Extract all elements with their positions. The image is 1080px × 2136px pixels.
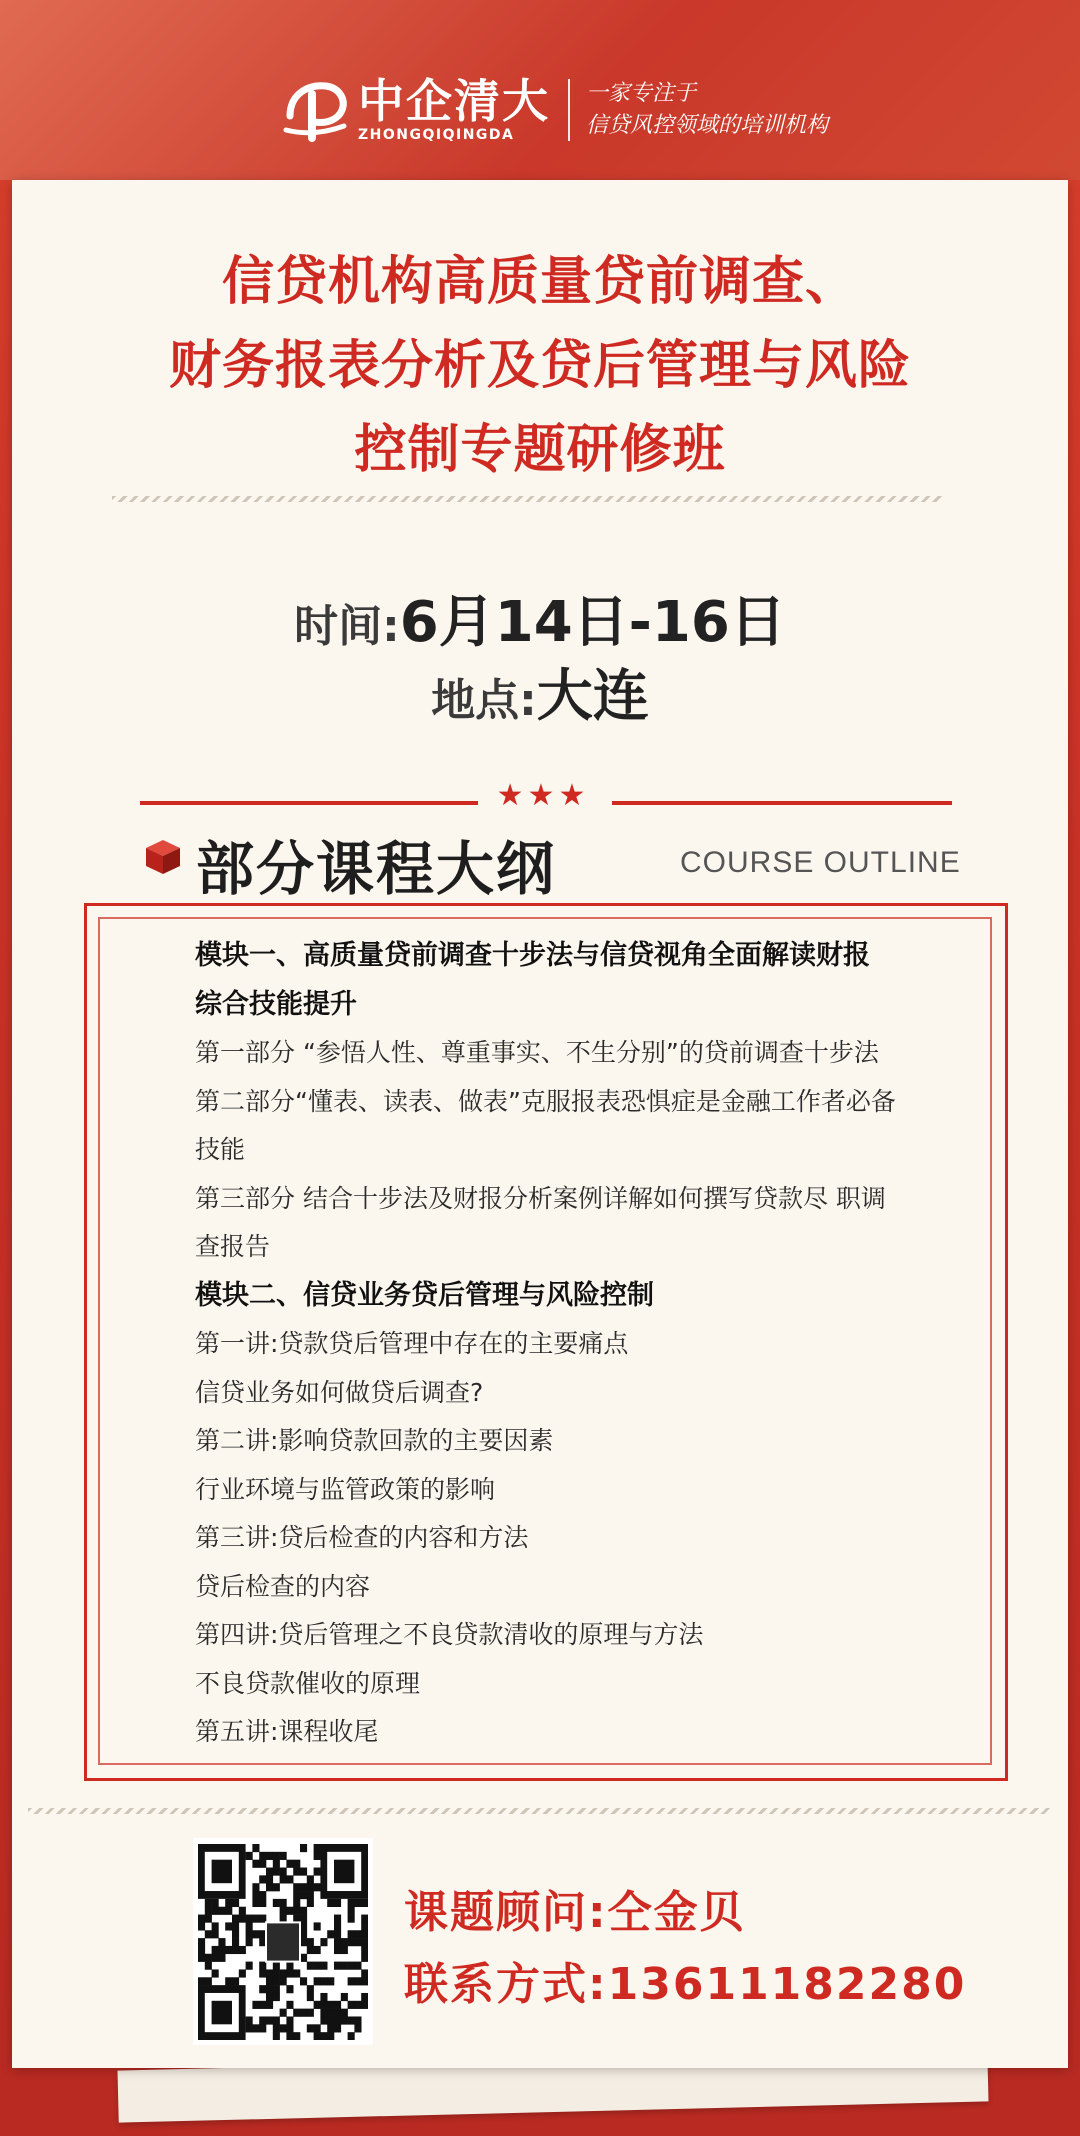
qr-module <box>334 1915 341 1923</box>
qr-module <box>266 1977 273 1985</box>
qr-module <box>361 2001 368 2009</box>
qr-module <box>320 2001 327 2009</box>
qr-module <box>300 1868 307 1876</box>
qr-module <box>259 1860 266 1868</box>
qr-module <box>314 1868 321 1876</box>
outline-item: 第二讲:影响贷款回款的主要因素 <box>195 1426 554 1455</box>
qr-module <box>348 1930 355 1938</box>
qr-module <box>259 2016 266 2024</box>
title-divider <box>112 496 942 502</box>
advisor-line <box>404 1876 746 1940</box>
qr-module <box>273 2032 280 2040</box>
qr-finder <box>212 1860 232 1884</box>
qr-module <box>212 1922 219 1930</box>
qr-module <box>293 1899 300 1907</box>
qr-module <box>218 1938 225 1946</box>
qr-module <box>280 1852 287 1860</box>
qr-module <box>246 1915 253 1923</box>
qr-module <box>327 2024 334 2032</box>
qr-module <box>218 1907 225 1915</box>
qr-module <box>273 1993 280 2001</box>
qr-module <box>259 1985 266 1993</box>
qr-module <box>246 1852 253 1860</box>
tagline-line-1: 一家专注于 <box>586 81 697 106</box>
time-value: 6月14日-16日 <box>399 590 786 655</box>
qr-module <box>361 1938 368 1946</box>
qr-module <box>320 1977 327 1985</box>
qr-module <box>266 1875 273 1883</box>
qr-module <box>314 1922 321 1930</box>
qr-module <box>354 1899 361 1907</box>
qr-module <box>252 1860 259 1868</box>
qr-module <box>334 2016 341 2024</box>
qr-module <box>327 1899 334 1907</box>
qr-module <box>300 1954 307 1962</box>
qr-module <box>334 1938 341 1946</box>
qr-module <box>314 1977 321 1985</box>
qr-module <box>307 1962 314 1970</box>
qr-module <box>246 1922 253 1930</box>
qr-module <box>205 1954 212 1962</box>
qr-module <box>280 1899 287 1907</box>
tagline-line-2: 信贷风控领域的培训机构 <box>586 113 829 138</box>
qr-module <box>266 2001 273 2009</box>
outline-item: 不良贷款催收的原理 <box>195 1668 421 1698</box>
qr-module <box>232 1946 239 1954</box>
qr-module <box>348 1899 355 1907</box>
event-time <box>0 578 1080 658</box>
qr-module <box>286 2016 293 2024</box>
qr-module <box>293 1883 300 1891</box>
qr-module <box>198 1954 205 1962</box>
section-rule-right <box>612 801 952 805</box>
qr-module <box>361 1946 368 1954</box>
qr-module <box>293 2032 300 2040</box>
qr-module <box>252 1930 259 1938</box>
qr-module <box>252 2024 259 2032</box>
qr-module <box>212 1969 219 1977</box>
qr-module <box>293 1891 300 1899</box>
qr-module <box>286 1969 293 1977</box>
qr-module <box>341 1962 348 1970</box>
qr-module <box>280 1977 287 1985</box>
qr-module <box>348 2016 355 2024</box>
qr-module <box>205 1907 212 1915</box>
qr-module <box>280 1868 287 1876</box>
qr-module <box>341 2016 348 2024</box>
qr-module <box>252 2001 259 2009</box>
qr-module <box>246 1930 253 1938</box>
qr-module <box>341 2009 348 2017</box>
qr-module <box>198 1977 205 1985</box>
qr-module <box>314 1883 321 1891</box>
advisor-name: 仝金贝 <box>607 1887 746 1938</box>
qr-module <box>327 2009 334 2017</box>
qr-module <box>252 1844 259 1852</box>
qr-module <box>225 1907 232 1915</box>
qr-module <box>259 1852 266 1860</box>
star-decoration-icon: ★★★ <box>496 778 590 813</box>
qr-module <box>286 1907 293 1915</box>
qr-module <box>334 2001 341 2009</box>
qr-center-logo <box>266 1922 300 1961</box>
qr-module <box>239 1915 246 1923</box>
qr-module <box>354 1962 361 1970</box>
qr-module <box>320 1938 327 1946</box>
outline-item: 第三讲:贷后检查的内容和方法 <box>195 1523 529 1552</box>
qr-module <box>293 1907 300 1915</box>
phone-number[interactable]: 13611182280 <box>607 1959 967 2010</box>
qr-module <box>314 2024 321 2032</box>
qr-module <box>218 1954 225 1962</box>
qr-module <box>280 1907 287 1915</box>
qr-module <box>273 1969 280 1977</box>
qr-module <box>327 2016 334 2024</box>
qr-module <box>320 2032 327 2040</box>
outline-item: 第五讲:课程收尾 <box>195 1717 379 1746</box>
qr-module <box>327 2001 334 2009</box>
logo-mark-icon <box>282 76 350 144</box>
logo-divider <box>568 79 570 141</box>
brand-name-en: ZHONGQIQINGDA <box>358 127 515 143</box>
brand-tagline <box>586 78 828 142</box>
qr-module <box>341 1993 348 2001</box>
course-outline-list <box>195 932 955 1757</box>
qr-module <box>307 2024 314 2032</box>
qr-module <box>300 2009 307 2017</box>
outline-item: 第一讲:贷款贷后管理中存在的主要痛点 <box>195 1329 629 1358</box>
qr-module <box>280 2009 287 2017</box>
qr-module <box>280 1969 287 1977</box>
footer-divider <box>28 1808 1052 1814</box>
qr-module <box>266 1985 273 1993</box>
qr-module <box>218 1946 225 1954</box>
qr-module <box>354 1930 361 1938</box>
qr-module <box>246 1938 253 1946</box>
qr-module <box>259 1875 266 1883</box>
qr-module <box>293 2009 300 2017</box>
qr-module <box>252 1883 259 1891</box>
qr-module <box>198 1922 205 1930</box>
qr-module <box>286 1962 293 1970</box>
qr-module <box>334 1899 341 1907</box>
qr-module <box>232 1930 239 1938</box>
qr-module <box>354 1977 361 1985</box>
qr-module <box>307 1946 314 1954</box>
section-rule-left <box>140 801 478 805</box>
qr-module <box>205 1930 212 1938</box>
qr-module <box>212 1946 219 1954</box>
qr-module <box>286 1860 293 1868</box>
qr-module <box>239 1946 246 1954</box>
course-title <box>0 240 1080 492</box>
qr-module <box>320 2016 327 2024</box>
qr-module <box>293 1969 300 1977</box>
qr-module <box>307 1938 314 1946</box>
qr-module <box>266 1852 273 1860</box>
qr-module <box>361 1977 368 1985</box>
qr-module <box>354 2024 361 2032</box>
qr-module <box>348 1962 355 1970</box>
title-line-1: 信贷机构高质量贷前调查、 <box>221 252 858 312</box>
qr-module <box>212 1907 219 1915</box>
qr-module <box>252 1915 259 1923</box>
qr-module <box>314 2001 321 2009</box>
qr-module <box>334 1946 341 1954</box>
qr-module <box>286 1985 293 1993</box>
qr-module <box>246 1962 253 1970</box>
qr-module <box>273 1860 280 1868</box>
qr-module <box>246 2016 253 2024</box>
qr-module <box>273 1977 280 1985</box>
qr-module <box>198 1946 205 1954</box>
qr-module <box>361 1969 368 1977</box>
qr-module <box>348 1977 355 1985</box>
qr-module <box>232 1922 239 1930</box>
qr-module <box>205 1899 212 1907</box>
qr-module <box>280 2024 287 2032</box>
event-place <box>0 652 1080 732</box>
qr-module <box>348 1938 355 1946</box>
qr-module <box>300 1915 307 1923</box>
place-label: 地点: <box>431 675 537 726</box>
qr-module <box>307 1875 314 1883</box>
qr-module <box>205 1962 212 1970</box>
outline-module-heading: 模块二、信贷业务贷后管理与风险控制 <box>195 1279 654 1311</box>
outline-item: 第二部分“懂表、读表、做表”克服报表恐惧症是金融工作者必备 <box>195 1086 896 1116</box>
section-title: 部分课程大纲 <box>196 835 557 903</box>
outline-item: 行业环境与监管政策的影响 <box>195 1474 496 1504</box>
qr-module <box>334 1962 341 1970</box>
outline-item: 第三部分 结合十步法及财报分析案例详解如何撰写贷款尽 职调 <box>195 1183 886 1213</box>
qr-module <box>239 1907 246 1915</box>
qr-module <box>273 2024 280 2032</box>
qr-finder <box>212 2001 232 2025</box>
qr-module <box>327 1977 334 1985</box>
outline-module-heading: 综合技能提升 <box>195 988 357 1020</box>
qr-module <box>327 2032 334 2040</box>
qr-module <box>198 1938 205 1946</box>
qr-module <box>320 2009 327 2017</box>
qr-module <box>334 1922 341 1930</box>
qr-module <box>341 1946 348 1954</box>
title-line-3: 控制专题研修班 <box>354 420 726 480</box>
qr-module <box>266 1993 273 2001</box>
qr-module <box>259 1899 266 1907</box>
qr-module <box>307 1891 314 1899</box>
qr-module <box>300 1930 307 1938</box>
qr-module <box>259 2001 266 2009</box>
qr-module <box>334 2024 341 2032</box>
qr-module <box>225 1899 232 1907</box>
qr-module <box>361 1922 368 1930</box>
qr-module <box>286 2001 293 2009</box>
brand-name-cn: 中企清大 <box>358 74 550 128</box>
qr-module <box>286 2024 293 2032</box>
qr-module <box>348 1915 355 1923</box>
qr-module <box>273 1883 280 1891</box>
phone-line <box>404 1948 966 2012</box>
qr-module <box>232 1899 239 1907</box>
qr-module <box>273 1852 280 1860</box>
outline-item: 信贷业务如何做贷后调查? <box>195 1377 484 1407</box>
qr-module <box>300 1907 307 1915</box>
qr-module <box>232 1977 239 1985</box>
qr-module <box>198 1915 205 1923</box>
outline-item: 贷后检查的内容 <box>195 1571 371 1601</box>
qr-module <box>205 1977 212 1985</box>
qr-module <box>348 1907 355 1915</box>
qr-module <box>307 2009 314 2017</box>
phone-label: 联系方式 <box>404 1959 588 2010</box>
qr-module <box>307 1899 314 1907</box>
qr-module <box>348 2032 355 2040</box>
outline-item: 技能 <box>195 1135 246 1164</box>
qr-module <box>273 1985 280 1993</box>
qr-module <box>273 1868 280 1876</box>
qr-module <box>361 1954 368 1962</box>
qr-module <box>239 1969 246 1977</box>
qr-module <box>273 1962 280 1970</box>
qr-module <box>266 1883 273 1891</box>
qr-module <box>273 1899 280 1907</box>
qr-module <box>314 1852 321 1860</box>
qr-module <box>286 2032 293 2040</box>
qr-module <box>354 2001 361 2009</box>
qr-module <box>314 1946 321 1954</box>
qr-module <box>212 1899 219 1907</box>
time-label: 时间: <box>294 601 400 652</box>
phone-colon: : <box>588 1959 608 2010</box>
qr-module <box>327 1930 334 1938</box>
qr-module <box>259 1891 266 1899</box>
qr-module <box>232 1915 239 1923</box>
qr-module <box>300 1844 307 1852</box>
qr-module <box>293 1860 300 1868</box>
qr-module <box>307 1985 314 1993</box>
qr-module <box>259 1969 266 1977</box>
qr-module <box>348 2001 355 2009</box>
qr-module <box>212 1930 219 1938</box>
qr-module <box>307 1993 314 2001</box>
outline-module-heading: 模块一、高质量贷前调查十步法与信贷视角全面解读财报 <box>195 940 870 971</box>
qr-module <box>300 1922 307 1930</box>
qr-module <box>266 1868 273 1876</box>
qr-module <box>212 1954 219 1962</box>
qr-module <box>354 1938 361 1946</box>
qr-module <box>205 1915 212 1923</box>
qr-module <box>300 1891 307 1899</box>
qr-module <box>225 1946 232 1954</box>
qr-module <box>273 2016 280 2024</box>
qr-module <box>259 1962 266 1970</box>
qr-module <box>293 1868 300 1876</box>
qr-code <box>193 1838 373 2045</box>
outline-item: 第一部分 “参悟人性、尊重事实、不生分别”的贷前调查十步法 <box>195 1038 879 1067</box>
qr-module <box>246 2024 253 2032</box>
qr-module <box>354 2016 361 2024</box>
qr-module <box>361 1993 368 2001</box>
qr-module <box>300 1977 307 1985</box>
qr-module <box>334 2009 341 2017</box>
qr-module <box>266 1969 273 1977</box>
qr-finder <box>334 1860 354 1884</box>
qr-module <box>314 1844 321 1852</box>
qr-module <box>361 1915 368 1923</box>
qr-module <box>300 1938 307 1946</box>
outline-item: 查报告 <box>195 1232 271 1261</box>
title-line-2: 财务报表分析及贷后管理与风险 <box>168 336 911 396</box>
qr-module <box>307 1883 314 1891</box>
qr-module <box>259 2024 266 2032</box>
outline-item: 第四讲:贷后管理之不良贷款清收的原理与方法 <box>195 1620 704 1649</box>
qr-module <box>266 2016 273 2024</box>
qr-module <box>341 1938 348 1946</box>
qr-module <box>252 1899 259 1907</box>
qr-module <box>232 1938 239 1946</box>
qr-module <box>320 1993 327 2001</box>
qr-module <box>314 1962 321 1970</box>
advisor-label: 课题顾问 <box>404 1887 588 1938</box>
qr-module <box>300 1883 307 1891</box>
qr-module <box>225 1977 232 1985</box>
qr-module <box>286 1875 293 1883</box>
qr-module <box>361 1930 368 1938</box>
brand-logo <box>282 70 828 150</box>
qr-module <box>314 2032 321 2040</box>
advisor-colon: : <box>588 1887 608 1938</box>
qr-module <box>334 1930 341 1938</box>
qr-module <box>252 1891 259 1899</box>
section-title-en: COURSE OUTLINE <box>680 846 961 879</box>
qr-module <box>225 1922 232 1930</box>
qr-module <box>361 1899 368 1907</box>
place-value: 大连 <box>536 664 649 729</box>
qr-module <box>280 1875 287 1883</box>
qr-module <box>320 1962 327 1970</box>
cube-icon <box>144 838 182 876</box>
